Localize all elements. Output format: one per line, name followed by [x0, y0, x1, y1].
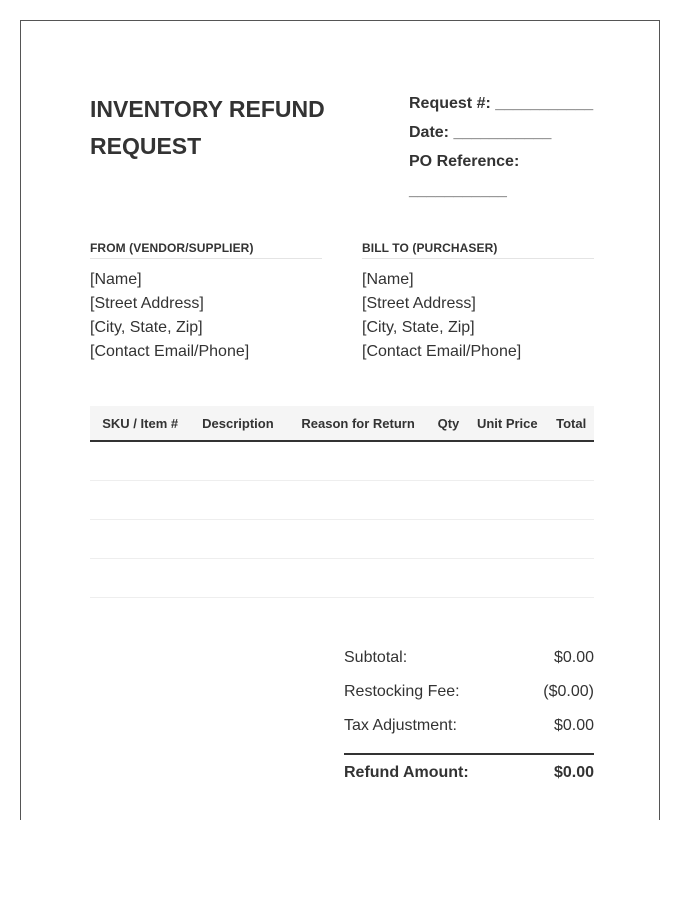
table-cell — [431, 441, 467, 481]
table-cell — [285, 559, 430, 598]
restocking-fee-value: ($0.00) — [543, 683, 594, 700]
table-cell — [548, 441, 594, 481]
table-row — [90, 481, 594, 520]
document-page — [20, 20, 660, 820]
table-cell — [285, 441, 430, 481]
request-meta — [409, 89, 609, 205]
table-cell — [431, 481, 467, 520]
table-row — [90, 441, 594, 481]
document-title: INVENTORY REFUND REQUEST — [90, 96, 325, 159]
table-cell — [190, 520, 285, 559]
table-cell — [190, 559, 285, 598]
header-description: Description — [190, 406, 285, 441]
from-street-address: [Street Address] — [90, 295, 204, 312]
subtotal-row — [344, 641, 594, 675]
header-qty: Qty — [431, 406, 467, 441]
table-row — [90, 559, 594, 598]
table-cell — [190, 481, 285, 520]
from-heading: FROM (VENDOR/SUPPLIER) — [90, 241, 322, 259]
table-cell — [431, 520, 467, 559]
table-cell — [466, 520, 548, 559]
table-cell — [466, 441, 548, 481]
table-cell — [90, 481, 190, 520]
subtotal-label: Subtotal: — [344, 649, 408, 666]
request-number-field: Request #: ___________ — [409, 95, 594, 112]
table-cell — [190, 441, 285, 481]
refund-amount-row — [344, 753, 594, 791]
bill-to-contact: [Contact Email/Phone] — [362, 343, 522, 360]
header-unit-price: Unit Price — [466, 406, 548, 441]
po-reference-field: PO Reference: ___________ — [409, 153, 520, 199]
tax-adjustment-value: $0.00 — [553, 717, 594, 734]
header-sku: SKU / Item # — [90, 406, 190, 441]
header-reason: Reason for Return — [285, 406, 430, 441]
refund-amount-value: $0.00 — [553, 764, 594, 781]
totals-block — [344, 641, 594, 791]
bill-to-name: [Name] — [362, 271, 414, 288]
table-cell — [90, 441, 190, 481]
table-cell — [548, 559, 594, 598]
table-cell — [466, 559, 548, 598]
from-contact: [Contact Email/Phone] — [90, 343, 250, 360]
restocking-fee-label: Restocking Fee: — [344, 683, 460, 700]
table-header-row — [90, 406, 594, 441]
restocking-fee-row — [344, 675, 594, 709]
table-row — [90, 520, 594, 559]
tax-adjustment-row — [344, 709, 594, 743]
subtotal-value: $0.00 — [553, 649, 594, 666]
table-cell — [285, 481, 430, 520]
table-cell — [285, 520, 430, 559]
bill-to-city-state-zip: [City, State, Zip] — [362, 319, 475, 336]
table-cell — [431, 559, 467, 598]
from-name: [Name] — [90, 271, 142, 288]
table-cell — [548, 481, 594, 520]
table-cell — [548, 520, 594, 559]
bill-to-heading: BILL TO (PURCHASER) — [362, 241, 594, 259]
bill-to-street-address: [Street Address] — [362, 295, 476, 312]
tax-adjustment-label: Tax Adjustment: — [344, 717, 457, 734]
header-total: Total — [548, 406, 594, 441]
items-table — [90, 406, 594, 598]
bill-to-block — [362, 241, 594, 364]
refund-amount-label: Refund Amount: — [344, 764, 469, 781]
table-cell — [90, 520, 190, 559]
table-cell — [90, 559, 190, 598]
table-cell — [466, 481, 548, 520]
date-field: Date: ___________ — [409, 124, 552, 141]
from-city-state-zip: [City, State, Zip] — [90, 319, 203, 336]
from-vendor-block — [90, 241, 322, 364]
